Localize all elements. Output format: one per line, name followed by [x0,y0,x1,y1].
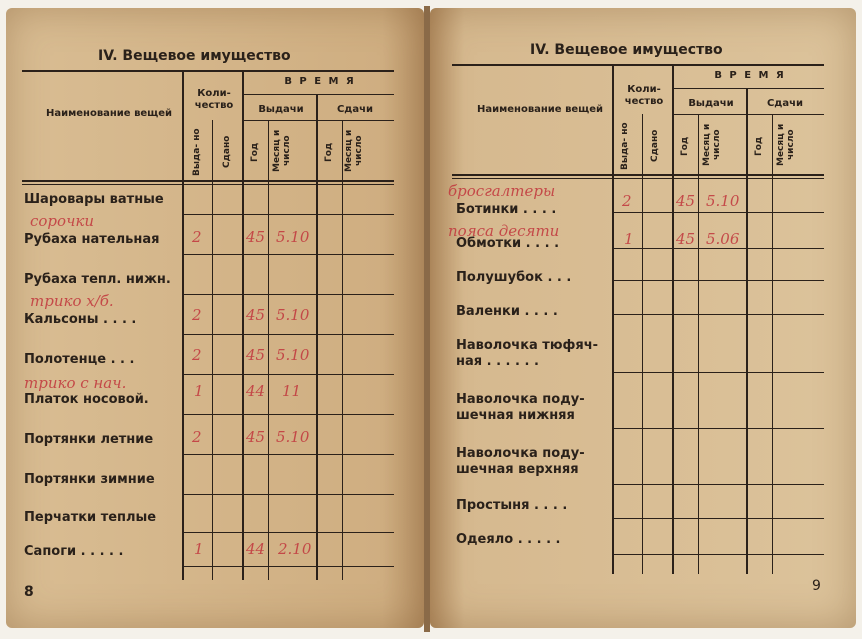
right-row-rule [612,314,824,315]
left-date-4: 5.10 [276,346,310,364]
right-item-3: Валенки . . . . [456,304,558,319]
left-date-3: 5.10 [276,306,310,324]
right-title-rule [452,64,824,66]
left-header-name: Наименование вещей [45,108,173,119]
left-item-8: Перчатки теплые [24,510,157,525]
left-row-rule [182,214,394,215]
left-qty-4: 2 [192,346,202,364]
left-header-quantity: Коли- чество [194,88,234,111]
left-qty-3: 2 [192,306,202,324]
right-header-issue: Выдачи [688,98,734,109]
left-col-line-2 [212,120,213,580]
left-date-5: 11 [282,382,302,400]
left-row-rule [182,374,394,375]
left-header-time: В Р Е М Я [284,76,356,87]
left-header-month-day: Месяц и число [272,129,292,173]
left-date-6: 5.10 [276,428,310,446]
left-note-5: трико с нач. [24,374,127,392]
left-item-7: Портянки зимние [24,472,155,487]
left-year-4: 45 [246,346,266,364]
left-header-bottom-rule-2 [22,184,394,185]
right-item-6: Наволочка поду- шечная верхняя [456,446,585,477]
left-year-1: 45 [246,228,266,246]
right-col-line-3 [672,64,674,574]
left-item-2: Рубаха тепл. нижн. [24,272,171,287]
left-item-3: Кальсоны . . . . [24,312,137,327]
right-row-rule [612,372,824,373]
left-row-rule [182,454,394,455]
right-qty-1: 1 [624,230,634,248]
left-row-rule [182,334,394,335]
right-item-0: Ботинки . . . . [456,202,557,217]
right-date-1: 5.06 [706,230,740,248]
left-header-month-day-return: Месяц и число [344,129,364,173]
right-note-0: бросгалтеры [448,182,556,200]
left-page [6,8,424,628]
left-row-rule [182,414,394,415]
right-item-7: Простыня . . . . [456,498,568,513]
right-header-year-return: Год [754,136,764,156]
right-col-line-6 [772,114,773,574]
left-date-9: 2.10 [278,540,312,558]
left-qty-6: 2 [192,428,202,446]
left-year-5: 44 [246,382,266,400]
left-item-1: Рубаха нательная [24,232,160,247]
left-header-issue: Выдачи [258,104,304,115]
left-header-year: Год [250,142,260,162]
left-note-1: сорочки [30,212,95,230]
left-col-line-3 [242,70,244,580]
left-year-3: 45 [246,306,266,324]
right-col-line-1 [612,64,614,574]
left-item-0: Шаровары ватные [24,192,164,207]
right-header-month-day-return: Месяц и число [776,123,796,167]
right-header-issued: Выда- но [620,122,630,170]
right-header-month-day: Месяц и число [702,123,722,167]
left-header-return: Сдачи [336,104,374,115]
right-item-8: Одеяло . . . . . [456,532,561,547]
right-year-1: 45 [676,230,696,248]
left-page-title: IV. Вещевое имущество [98,48,291,64]
left-header-bottom-rule [22,180,394,182]
right-year-0: 45 [676,192,696,210]
left-header-issued: Выда- но [192,128,202,176]
right-issue-rule [672,114,824,115]
left-year-6: 45 [246,428,266,446]
left-qty-9: 1 [194,540,204,558]
left-row-rule [182,566,394,567]
left-col-line-6 [342,120,343,580]
right-row-rule [612,554,824,555]
left-time-rule [242,94,394,95]
right-page-title: IV. Вещевое имущество [530,42,723,58]
left-page-number: 8 [24,584,34,600]
right-item-2: Полушубок . . . [456,270,572,285]
left-row-rule [182,532,394,533]
left-row-rule [182,254,394,255]
left-item-4: Полотенце . . . [24,352,135,367]
left-title-rule [22,70,394,72]
left-row-rule [182,494,394,495]
left-date-1: 5.10 [276,228,310,246]
right-item-4: Наволочка тюфяч- ная . . . . . . [456,338,599,369]
left-header-returned: Сдано [222,135,232,169]
left-item-9: Сапоги . . . . . [24,544,124,559]
left-item-6: Портянки летние [24,432,154,447]
right-row-rule [612,484,824,485]
left-header-year-return: Год [324,142,334,162]
left-col-line-1 [182,70,184,580]
left-note-3: трико х/б. [30,292,114,310]
right-row-rule [612,280,824,281]
right-header-bottom-rule-2 [452,178,824,179]
right-header-returned: Сдано [650,129,660,163]
right-item-1: Обмотки . . . . [456,236,560,251]
right-row-rule [612,428,824,429]
right-date-0: 5.10 [706,192,740,210]
left-row-rule [182,294,394,295]
right-header-return: Сдачи [766,98,804,109]
right-item-5: Наволочка поду- шечная нижняя [456,392,585,423]
left-issue-rule [242,120,394,121]
right-col-line-2 [642,114,643,574]
right-header-bottom-rule [452,174,824,176]
right-page-number: 9 [812,578,821,594]
right-qty-0: 2 [622,192,632,210]
right-header-time: В Р Е М Я [714,70,786,81]
left-item-5: Платок носовой. [24,392,149,407]
right-row-rule [612,518,824,519]
left-col-line-4 [268,120,269,580]
left-col-line-5 [316,94,318,580]
right-time-rule [672,88,824,89]
right-header-name: Наименование вещей [476,104,604,115]
right-col-line-5 [746,88,748,574]
right-row-rule [612,212,824,213]
right-header-quantity: Коли- чество [624,84,664,107]
right-header-year: Год [680,136,690,156]
right-row-rule [612,248,824,249]
right-col-line-4 [698,114,699,574]
left-year-9: 44 [246,540,266,558]
left-qty-1: 2 [192,228,202,246]
left-qty-5: 1 [194,382,204,400]
right-note-1: пояса десяти [448,222,560,240]
right-page [430,8,856,628]
